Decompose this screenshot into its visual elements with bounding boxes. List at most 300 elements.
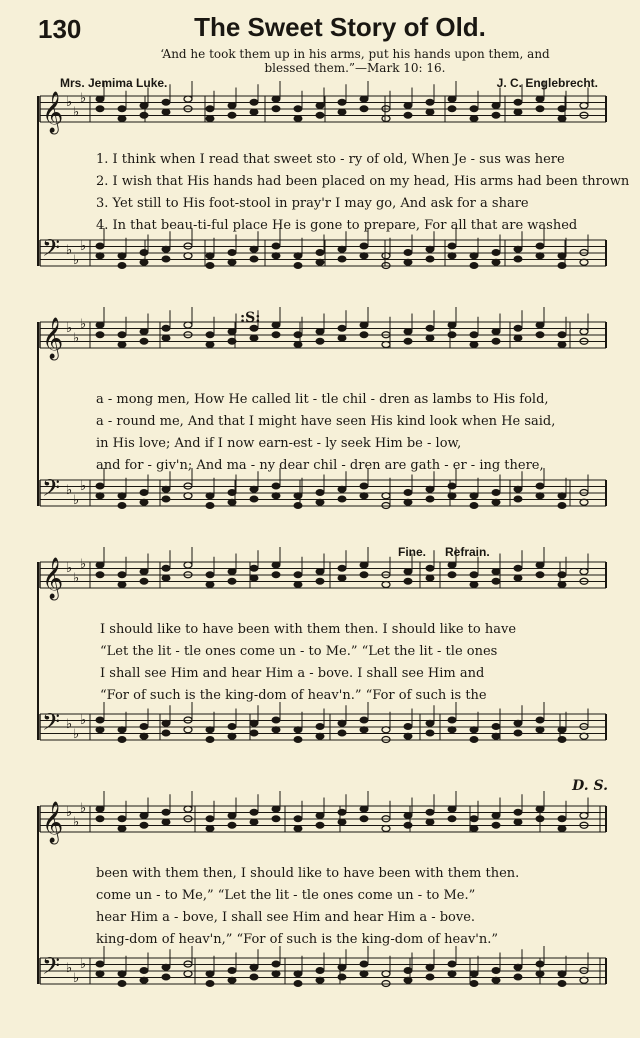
note-head (294, 342, 302, 348)
segno-sign: :S: (240, 310, 261, 326)
note-head (492, 733, 500, 739)
note-head (426, 109, 434, 115)
note-head (558, 503, 566, 509)
note-head (294, 737, 302, 743)
note-head (272, 572, 280, 578)
note-head (228, 569, 236, 575)
note-head (338, 964, 346, 970)
note-head (470, 971, 478, 977)
composer: J. C. Englebrecht. (496, 76, 598, 90)
note-head (272, 961, 280, 967)
note-head (536, 806, 544, 812)
note-head (426, 565, 434, 571)
note-head (162, 246, 170, 252)
flat-icon: ♭ (73, 971, 80, 986)
note-head (316, 103, 324, 109)
flat-icon: ♭ (66, 95, 73, 110)
note-head (272, 971, 280, 977)
flat-icon: ♭ (66, 805, 73, 820)
note-head (514, 496, 522, 502)
note-head (228, 329, 236, 335)
note-head (558, 253, 566, 259)
note-head (514, 720, 522, 726)
note-head (294, 727, 302, 733)
note-head (514, 335, 522, 341)
note-head (316, 112, 324, 118)
note-head (404, 569, 412, 575)
note-head (514, 809, 522, 815)
note-head (228, 103, 236, 109)
note-head (360, 322, 368, 328)
note-head (360, 243, 368, 249)
note-head (338, 256, 346, 262)
note-head (536, 493, 544, 499)
note-head (294, 332, 302, 338)
bass-clef-icon: 𝄢 (42, 708, 61, 741)
flat-icon: ♭ (73, 493, 80, 508)
note-head (272, 717, 280, 723)
note-head (140, 499, 148, 505)
note-head (448, 971, 456, 977)
note-head (558, 727, 566, 733)
note-head (250, 496, 258, 502)
note-head (382, 253, 390, 259)
note-head (404, 578, 412, 584)
note-head (184, 322, 192, 328)
note-head (206, 253, 214, 259)
flat-icon: ♭ (80, 239, 87, 254)
note-head (162, 964, 170, 970)
note-head (184, 253, 192, 259)
note-head (140, 112, 148, 118)
note-head (338, 974, 346, 980)
note-head (162, 809, 170, 815)
bass-clef-icon: 𝄢 (42, 234, 61, 267)
note-head (404, 968, 412, 974)
lyric-line: 3. Yet still to His foot-stool in pray'r I may go, And ask for a share (96, 196, 529, 211)
note-head (580, 259, 588, 265)
note-head (382, 582, 390, 588)
note-head (404, 499, 412, 505)
note-head (140, 968, 148, 974)
note-head (294, 253, 302, 259)
note-head (448, 562, 456, 568)
note-head (294, 816, 302, 822)
note-head (492, 338, 500, 344)
note-head (316, 724, 324, 730)
note-head (316, 250, 324, 256)
lyric-line: been with them then, I should like to have been with them then. (96, 866, 520, 881)
note-head (470, 332, 478, 338)
note-head (118, 582, 126, 588)
note-head (382, 342, 390, 348)
note-head (96, 806, 104, 812)
note-head (206, 572, 214, 578)
note-head (470, 493, 478, 499)
note-head (272, 806, 280, 812)
note-head (404, 813, 412, 819)
note-head (250, 575, 258, 581)
note-head (118, 971, 126, 977)
note-head (140, 578, 148, 584)
scripture-line-2: blessed them.”—Mark 10: 16. (264, 61, 446, 75)
note-head (338, 819, 346, 825)
note-head (316, 259, 324, 265)
note-head (470, 342, 478, 348)
note-head (360, 816, 368, 822)
note-head (360, 806, 368, 812)
note-head (558, 737, 566, 743)
note-head (272, 816, 280, 822)
note-head (404, 259, 412, 265)
note-head (470, 727, 478, 733)
note-head (162, 565, 170, 571)
note-head (558, 816, 566, 822)
note-head (558, 332, 566, 338)
lyric-line: “Let the lit - tle ones come un - to Me.” “Let the lit - tle ones (100, 644, 498, 659)
note-head (448, 717, 456, 723)
note-head (184, 493, 192, 499)
flat-icon: ♭ (66, 561, 73, 576)
note-head (558, 493, 566, 499)
note-head (514, 109, 522, 115)
lyric-line: hear Him a - bove, I shall see Him and hear Him a - bove. (96, 910, 476, 925)
flat-icon: ♭ (73, 253, 80, 268)
note-head (272, 493, 280, 499)
note-head (162, 575, 170, 581)
note-head (536, 322, 544, 328)
note-head (118, 332, 126, 338)
note-head (382, 826, 390, 832)
note-head (580, 813, 588, 819)
note-head (492, 112, 500, 118)
note-head (492, 329, 500, 335)
note-head (448, 253, 456, 259)
note-head (514, 565, 522, 571)
note-head (162, 730, 170, 736)
note-head (338, 565, 346, 571)
note-head (536, 816, 544, 822)
note-head (558, 826, 566, 832)
lyric-line: 1. I think when I read that sweet sto - ry of old, When Je - sus was here (96, 152, 565, 167)
lyric-line: 4. In that beau-ti-ful place He is gone to prepare, For all that are washed (96, 218, 578, 233)
note-head (96, 322, 104, 328)
note-head (470, 582, 478, 588)
note-head (206, 106, 214, 112)
note-head (426, 325, 434, 331)
note-head (338, 730, 346, 736)
note-head (316, 338, 324, 344)
note-head (558, 106, 566, 112)
flat-icon: ♭ (80, 957, 87, 972)
note-head (404, 338, 412, 344)
note-head (360, 727, 368, 733)
note-head (96, 243, 104, 249)
note-head (228, 813, 236, 819)
note-head (228, 977, 236, 983)
note-head (404, 112, 412, 118)
note-head (514, 819, 522, 825)
note-head (448, 96, 456, 102)
note-head (360, 253, 368, 259)
note-head (316, 578, 324, 584)
note-head (580, 733, 588, 739)
note-head (206, 727, 214, 733)
note-head (514, 246, 522, 252)
note-head (426, 819, 434, 825)
note-head (470, 826, 478, 832)
note-head (250, 819, 258, 825)
note-head (162, 720, 170, 726)
note-head (382, 971, 390, 977)
note-head (140, 250, 148, 256)
note-head (294, 572, 302, 578)
note-head (228, 259, 236, 265)
note-head (536, 717, 544, 723)
note-head (206, 582, 214, 588)
note-head (536, 572, 544, 578)
note-head (492, 259, 500, 265)
note-head (558, 582, 566, 588)
lyric-line: king-dom of heav'n,” “For of such is the king-dom of heav'n.” (96, 932, 499, 947)
flat-icon: ♭ (80, 713, 87, 728)
note-head (228, 822, 236, 828)
note-head (492, 977, 500, 983)
note-head (316, 813, 324, 819)
note-head (492, 968, 500, 974)
note-head (206, 263, 214, 269)
note-head (448, 322, 456, 328)
lyric-line: 2. I wish that His hands had been placed on my head, His arms had been thrown (96, 174, 630, 189)
note-head (96, 717, 104, 723)
note-head (514, 99, 522, 105)
flat-icon: ♭ (66, 483, 73, 498)
note-head (448, 493, 456, 499)
note-head (140, 329, 148, 335)
note-head (118, 493, 126, 499)
note-head (492, 250, 500, 256)
note-head (140, 259, 148, 265)
note-head (272, 106, 280, 112)
note-head (514, 575, 522, 581)
note-head (426, 256, 434, 262)
note-head (206, 493, 214, 499)
note-head (118, 572, 126, 578)
hymn-title: The Sweet Story of Old. (194, 12, 486, 42)
note-head (580, 977, 588, 983)
lyric-line: come un - to Me,” “Let the lit - tle ones come un - to Me.” (96, 888, 476, 903)
note-head (536, 971, 544, 977)
note-head (250, 720, 258, 726)
treble-clef-icon: 𝄞 (42, 92, 64, 133)
note-head (250, 730, 258, 736)
note-head (250, 99, 258, 105)
note-head (360, 332, 368, 338)
note-head (206, 971, 214, 977)
note-head (294, 493, 302, 499)
flat-icon: ♭ (66, 321, 73, 336)
note-head (162, 335, 170, 341)
note-head (272, 562, 280, 568)
note-head (580, 329, 588, 335)
note-head (96, 971, 104, 977)
note-head (316, 329, 324, 335)
note-head (470, 106, 478, 112)
note-head (360, 572, 368, 578)
note-head (360, 971, 368, 977)
note-head (96, 961, 104, 967)
note-head (184, 971, 192, 977)
note-head (140, 733, 148, 739)
note-head (272, 727, 280, 733)
note-head (558, 981, 566, 987)
note-head (294, 971, 302, 977)
note-head (316, 977, 324, 983)
scripture-line-1: ‘And he took them up in his arms, put his hands upon them, and (160, 47, 550, 61)
note-head (272, 322, 280, 328)
lyric-line: “For of such is the king-dom of heav'n.” “For of such is the (100, 688, 487, 703)
note-head (96, 493, 104, 499)
note-head (338, 575, 346, 581)
note-head (96, 253, 104, 259)
note-head (140, 822, 148, 828)
note-head (140, 103, 148, 109)
note-head (228, 490, 236, 496)
note-head (338, 486, 346, 492)
note-head (228, 733, 236, 739)
note-head (162, 325, 170, 331)
note-head (448, 806, 456, 812)
note-head (426, 99, 434, 105)
lyric-line: in His love; And if I now earn-est - ly seek Him be - low, (96, 436, 462, 451)
note-head (272, 96, 280, 102)
bass-clef-icon: 𝄢 (42, 952, 61, 985)
note-head (536, 961, 544, 967)
note-head (184, 727, 192, 733)
note-head (140, 490, 148, 496)
note-head (316, 499, 324, 505)
note-head (426, 246, 434, 252)
note-head (316, 490, 324, 496)
note-head (360, 106, 368, 112)
note-head (228, 724, 236, 730)
note-head (228, 968, 236, 974)
note-head (558, 342, 566, 348)
note-head (492, 822, 500, 828)
note-head (162, 819, 170, 825)
note-head (250, 256, 258, 262)
note-head (360, 96, 368, 102)
note-head (492, 813, 500, 819)
note-head (184, 806, 192, 812)
note-head (206, 116, 214, 122)
flat-icon: ♭ (73, 815, 80, 830)
note-head (448, 816, 456, 822)
note-head (382, 116, 390, 122)
note-head (470, 572, 478, 578)
note-head (162, 256, 170, 262)
note-head (470, 116, 478, 122)
note-head (272, 243, 280, 249)
note-head (536, 562, 544, 568)
note-head (558, 116, 566, 122)
note-head (294, 826, 302, 832)
treble-clef-icon: 𝄞 (42, 318, 64, 359)
note-head (250, 325, 258, 331)
flat-icon: ♭ (73, 571, 80, 586)
note-head (162, 496, 170, 502)
note-head (338, 109, 346, 115)
note-head (536, 727, 544, 733)
note-head (118, 826, 126, 832)
note-head (316, 569, 324, 575)
note-head (250, 109, 258, 115)
note-head (272, 253, 280, 259)
note-head (316, 822, 324, 828)
note-head (470, 253, 478, 259)
note-head (118, 727, 126, 733)
note-head (338, 335, 346, 341)
note-head (140, 977, 148, 983)
note-head (228, 578, 236, 584)
note-head (338, 99, 346, 105)
note-head (118, 737, 126, 743)
note-head (96, 332, 104, 338)
note-head (294, 106, 302, 112)
note-head (316, 968, 324, 974)
note-head (140, 338, 148, 344)
note-head (96, 816, 104, 822)
note-head (206, 816, 214, 822)
note-head (404, 250, 412, 256)
note-head (426, 486, 434, 492)
note-head (96, 483, 104, 489)
note-head (426, 496, 434, 502)
flat-icon: ♭ (73, 105, 80, 120)
note-head (536, 243, 544, 249)
note-head (96, 572, 104, 578)
note-head (228, 338, 236, 344)
fine-marker: Fine. (398, 545, 427, 559)
note-head (294, 116, 302, 122)
note-head (360, 483, 368, 489)
note-head (206, 342, 214, 348)
note-head (514, 486, 522, 492)
note-head (250, 964, 258, 970)
flat-icon: ♭ (80, 801, 87, 816)
note-head (448, 243, 456, 249)
note-head (228, 250, 236, 256)
note-head (162, 99, 170, 105)
note-head (426, 964, 434, 970)
note-head (118, 503, 126, 509)
note-head (360, 717, 368, 723)
note-head (294, 981, 302, 987)
note-head (338, 809, 346, 815)
note-head (448, 727, 456, 733)
note-head (558, 263, 566, 269)
note-head (316, 733, 324, 739)
note-head (118, 981, 126, 987)
note-head (492, 724, 500, 730)
note-head (580, 569, 588, 575)
note-head (228, 499, 236, 505)
note-head (492, 490, 500, 496)
note-head (250, 809, 258, 815)
note-head (118, 253, 126, 259)
note-head (272, 332, 280, 338)
note-head (140, 813, 148, 819)
